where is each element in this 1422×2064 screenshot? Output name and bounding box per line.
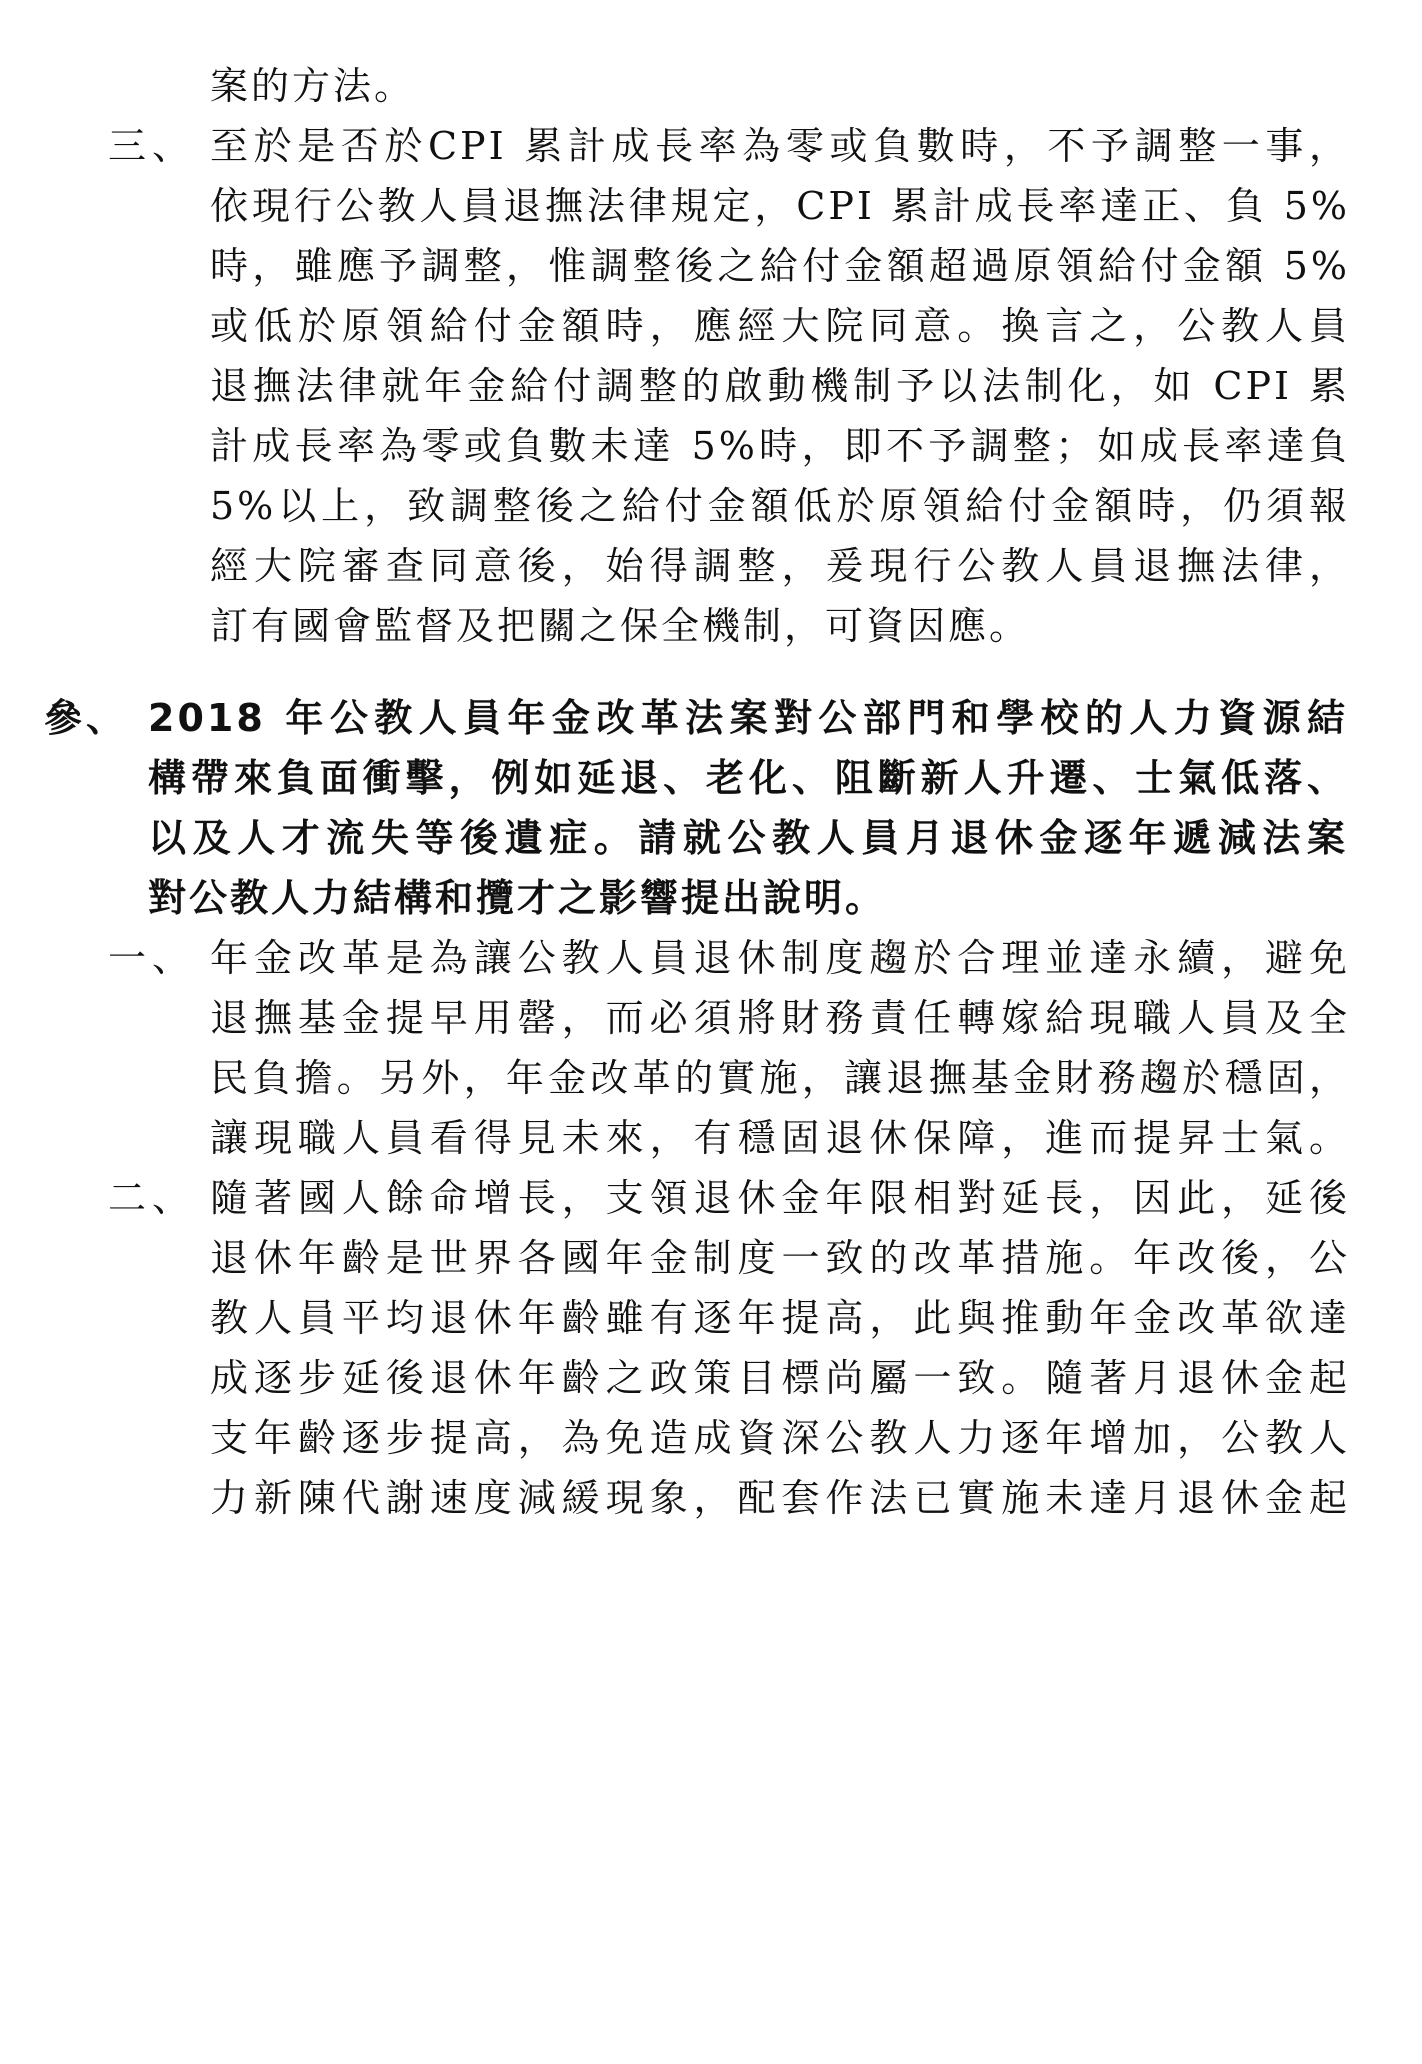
- paragraph-line: 計成長率為零或負數未達 5%時，即不予調整；如成長率達負: [210, 424, 1350, 468]
- paragraph-line: 隨著國人餘命增長，支領退休金年限相對延長，因此，延後: [210, 1176, 1350, 1220]
- list-marker-three: 三、: [108, 124, 197, 168]
- list-marker-two: 二、: [108, 1176, 197, 1220]
- paragraph-line: 5%以上，致調整後之給付金額低於原領給付金額時，仍須報: [210, 484, 1350, 528]
- paragraph-line: 至於是否於CPI 累計成長率為零或負數時，不予調整一事，: [210, 124, 1350, 168]
- paragraph-line: 經大院審查同意後，始得調整，爰現行公教人員退撫法律，: [210, 544, 1350, 588]
- list-marker-one: 一、: [108, 936, 197, 980]
- paragraph-line: 年金改革是為讓公教人員退休制度趨於合理並達永續，避免: [210, 936, 1350, 980]
- paragraph-line: 民負擔。另外，年金改革的實施，讓退撫基金財務趨於穩固，: [210, 1056, 1350, 1100]
- paragraph-line: 退休年齡是世界各國年金制度一致的改革措施。年改後，公: [210, 1236, 1350, 1280]
- paragraph-line: 讓現職人員看得見未來，有穩固退休保障，進而提昇士氣。: [210, 1116, 1350, 1160]
- paragraph-line: 退撫基金提早用罄，而必須將財務責任轉嫁給現職人員及全: [210, 996, 1350, 1040]
- paragraph-line: 教人員平均退休年齡雖有逐年提高，此與推動年金改革欲達: [210, 1296, 1350, 1340]
- paragraph-line: 退撫法律就年金給付調整的啟動機制予以法制化，如 CPI 累: [210, 364, 1350, 408]
- section-heading-line: 以及人才流失等後遺症。請就公教人員月退休金逐年遞減法案: [148, 816, 1348, 860]
- section-marker-san: 參、: [44, 696, 129, 740]
- section-heading-line: 對公教人力結構和攬才之影響提出說明。: [148, 876, 887, 920]
- section-heading-line: 構帶來負面衝擊，例如延退、老化、阻斷新人升遷、士氣低落、: [148, 756, 1348, 800]
- paragraph-line: 或低於原領給付金額時，應經大院同意。換言之，公教人員: [210, 304, 1350, 348]
- paragraph-line: 依現行公教人員退撫法律規定，CPI 累計成長率達正、負 5%: [210, 184, 1350, 228]
- paragraph-line: 訂有國會監督及把關之保全機制，可資因應。: [210, 604, 1031, 648]
- paragraph-line: 成逐步延後退休年齡之政策目標尚屬一致。隨著月退休金起: [210, 1356, 1350, 1400]
- paragraph-line: 力新陳代謝速度減緩現象，配套作法已實施未達月退休金起: [210, 1476, 1350, 1520]
- paragraph-line: 時，雖應予調整，惟調整後之給付金額超過原領給付金額 5%: [210, 244, 1350, 288]
- paragraph-line: 支年齡逐步提高，為免造成資深公教人力逐年增加，公教人: [210, 1416, 1350, 1460]
- section-heading-line: 2018 年公教人員年金改革法案對公部門和學校的人力資源結: [148, 696, 1348, 740]
- paragraph-line: 案的方法。: [210, 64, 416, 108]
